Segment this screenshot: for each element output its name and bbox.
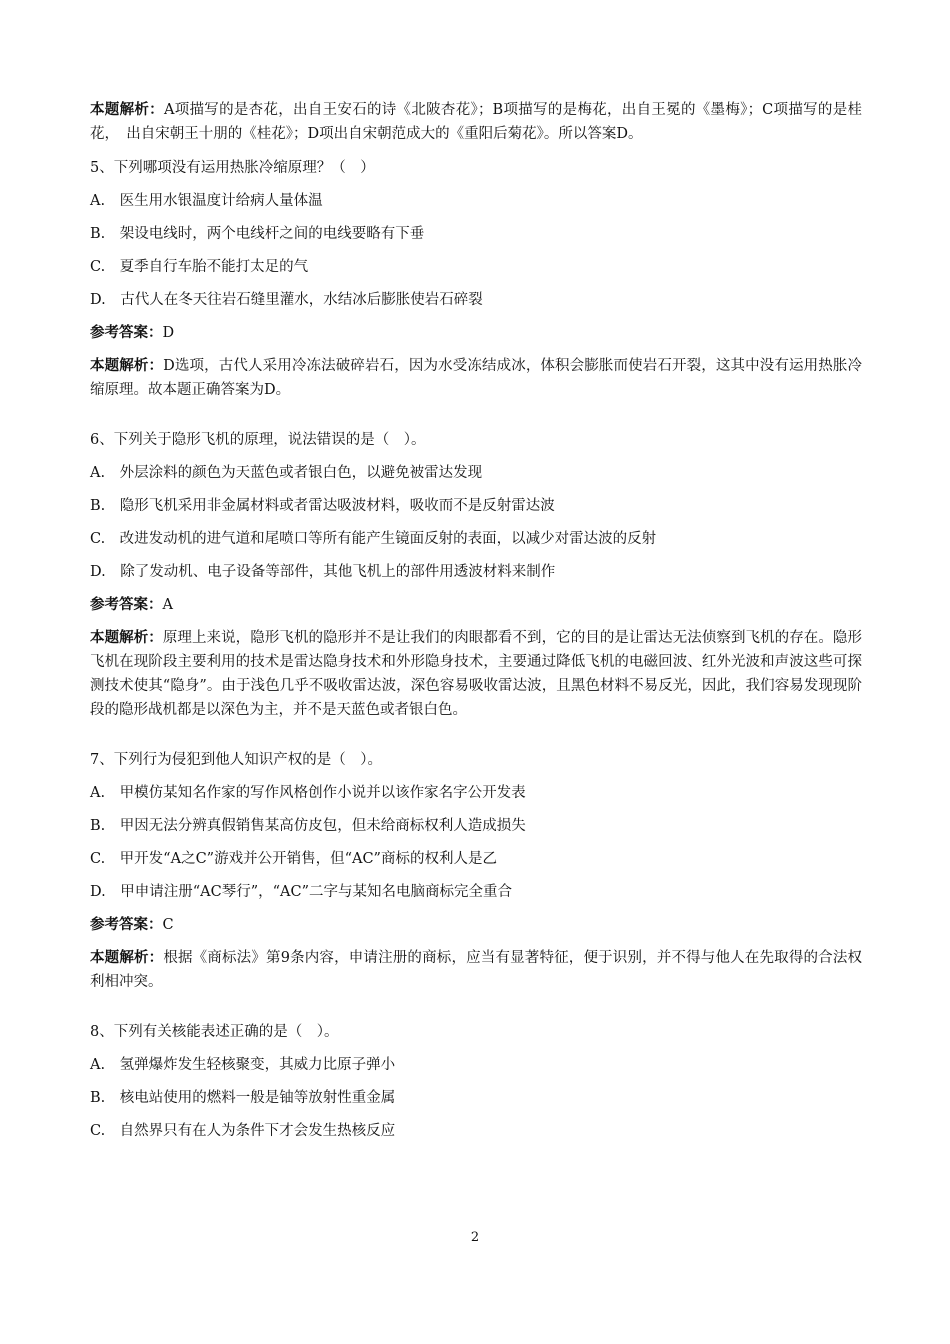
analysis-text: A项描写的是杏花，出自王安石的诗《北陂杏花》；B项描写的是梅花，出自王冕的《墨梅》；C项描写的是桂花， 出自宋朝王十朋的《桂花》；D项出自宋朝范成大的《重阳后菊花》。所以答案D。 xyxy=(90,102,863,142)
answer-label: 参考答案： xyxy=(90,917,163,933)
answer-value: D xyxy=(162,325,175,341)
option-d: D. 甲申请注册“AC琴行”，“AC”二字与某知名电脑商标完全重合 xyxy=(90,884,512,900)
analysis-paragraph xyxy=(90,626,862,722)
analysis-text: D选项，古代人采用冷冻法破碎岩石，因为水受冻结成冰，体积会膨胀而使岩石开裂，这其中没有运用热胀冷缩原理。故本题正确答案为D。 xyxy=(90,358,863,398)
question-title: 8、下列有关核能表述正确的是（ ）。 xyxy=(90,1024,339,1040)
analysis-label: 本题解析： xyxy=(90,950,164,966)
answer-value: A xyxy=(162,597,173,613)
analysis-paragraph xyxy=(90,354,862,402)
question-title: 6、下列关于隐形飞机的原理，说法错误的是（ ）。 xyxy=(90,432,426,448)
option-b: B. 甲因无法分辨真假销售某高仿皮包，但未给商标权利人造成损失 xyxy=(90,818,526,834)
option-a: A. 甲模仿某知名作家的写作风格创作小说并以该作家名字公开发表 xyxy=(90,785,526,801)
option-d: D. 古代人在冬天往岩石缝里灌水，水结冰后膨胀使岩石碎裂 xyxy=(90,292,483,308)
answer-line xyxy=(90,913,862,937)
analysis-label: 本题解析： xyxy=(90,630,163,646)
option-b: B. 核电站使用的燃料一般是铀等放射性重金属 xyxy=(90,1090,396,1106)
answer-line xyxy=(90,593,862,617)
answer-value: C xyxy=(162,917,174,933)
analysis-text: 原理上来说，隐形飞机的隐形并不是让我们的肉眼都看不到，它的目的是让雷达无法侦察到飞机的存在。隐形飞机在现阶段主要利用的技术是雷达隐身技术和外形隐身技术，主要通过降低飞机的电磁回波、红外光波和声波这些可探测技术使其“隐身”。由于浅色几乎不吸收雷达波，深色容易吸收雷达波，且黑色材料不易反光，因此，我们容易发现现阶段的隐形战机都是以深色为主，并不是天蓝色或者银白色。 xyxy=(90,630,863,718)
option-b: B. 隐形飞机采用非金属材料或者雷达吸波材料，吸收而不是反射雷达波 xyxy=(90,498,555,514)
option-c: C. 改进发动机的进气道和尾喷口等所有能产生镜面反射的表面，以减少对雷达波的反射 xyxy=(90,531,657,547)
option-d: D. 除了发动机、电子设备等部件，其他飞机上的部件用透波材料来制作 xyxy=(90,564,556,580)
option-c: C. 甲开发“A之C”游戏并公开销售，但“AC”商标的权利人是乙 xyxy=(90,851,497,867)
analysis-label: 本题解析： xyxy=(90,102,164,118)
question-title: 5、下列哪项没有运用热胀冷缩原理？（ ） xyxy=(90,160,375,176)
option-c: C. 夏季自行车胎不能打太足的气 xyxy=(90,259,309,275)
option-b: B. 架设电线时，两个电线杆之间的电线要略有下垂 xyxy=(90,226,425,242)
page-number: 2 xyxy=(470,1230,480,1245)
option-c: C. 自然界只有在人为条件下才会发生热核反应 xyxy=(90,1123,396,1139)
answer-label: 参考答案： xyxy=(90,597,163,613)
analysis-text: 根据《商标法》第9条内容，申请注册的商标，应当有显著特征，便于识别，并不得与他人在先取得的合法权利相冲突。 xyxy=(90,950,862,990)
question-title: 7、下列行为侵犯到他人知识产权的是（ ）。 xyxy=(90,752,382,768)
analysis-paragraph xyxy=(90,946,862,994)
answer-line xyxy=(90,321,862,345)
option-a: A. 外层涂料的颜色为天蓝色或者银白色，以避免被雷达发现 xyxy=(90,465,483,481)
answer-label: 参考答案： xyxy=(90,325,163,341)
option-a: A. 氢弹爆炸发生轻核聚变，其威力比原子弹小 xyxy=(90,1057,396,1073)
document-page xyxy=(90,98,862,1152)
analysis-paragraph xyxy=(90,98,862,146)
analysis-label: 本题解析： xyxy=(90,358,164,374)
option-a: A. 医生用水银温度计给病人量体温 xyxy=(90,193,323,209)
